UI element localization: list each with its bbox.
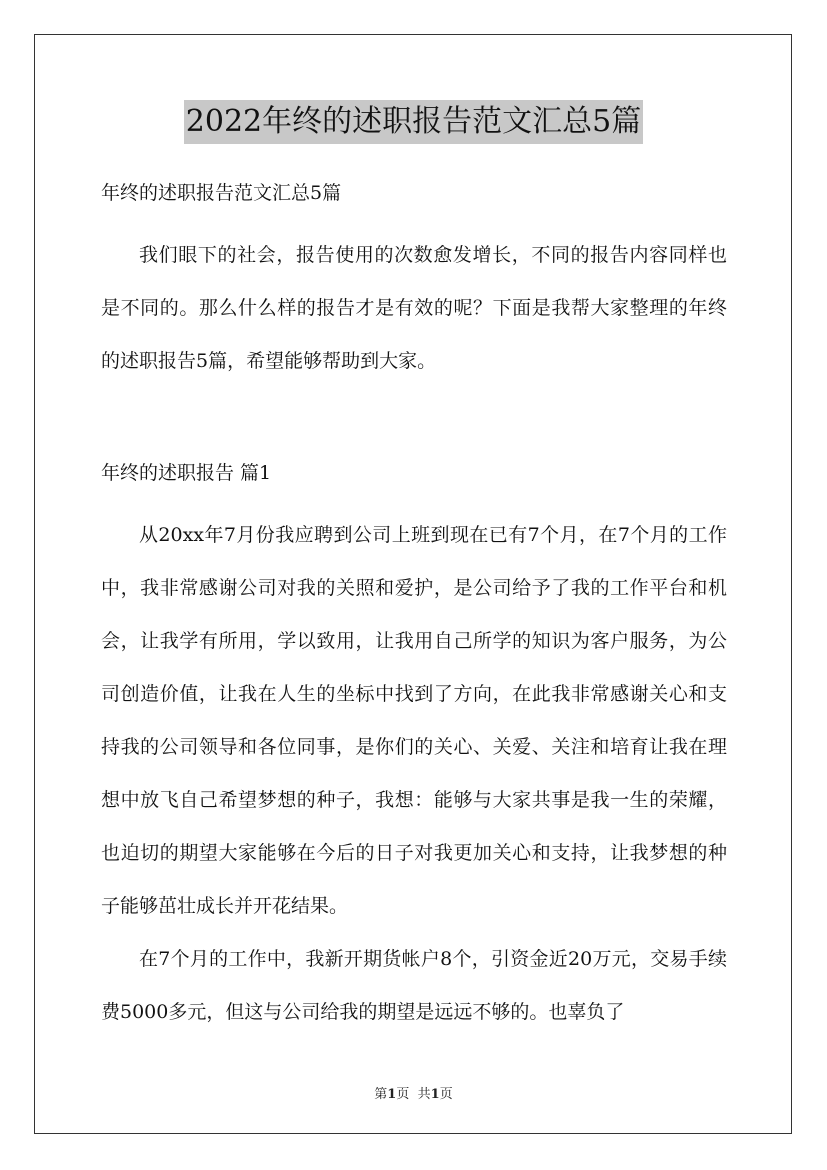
page-label-suffix: 页 xyxy=(396,1087,410,1102)
page-number: 1 xyxy=(387,1087,397,1102)
section-heading: 年终的述职报告 篇1 xyxy=(101,462,272,484)
section-paragraph-2: 在7个月的工作中，我新开期货帐户8个，引资金近20万元，交易手续费5000多元，但这与公司给我的期望是远远不够的。也辜负了 xyxy=(101,948,727,1023)
page-label-prefix: 第 xyxy=(374,1087,388,1102)
title-container xyxy=(0,100,827,144)
total-label-prefix: 共 xyxy=(417,1087,431,1102)
document-subtitle: 年终的述职报告范文汇总5篇 xyxy=(101,182,342,204)
intro-paragraph: 我们眼下的社会，报告使用的次数愈发增长，不同的报告内容同样也是不同的。那么什么样的报告才是有效的呢？下面是我帮大家整理的年终的述职报告5篇，希望能够帮助到大家。 xyxy=(101,244,727,372)
page-footer xyxy=(0,1083,827,1102)
total-pages: 1 xyxy=(430,1087,440,1102)
section-paragraph-1: 从20xx年7月份我应聘到公司上班到现在已有7个月，在7个月的工作中，我非常感谢公司对我的关照和爱护，是公司给予了我的工作平台和机会，让我学有所用，学以致用，让我用自己所学的知识为客户服务，为公司创造价值，让我在人生的坐标中找到了方向，在此我非常感谢关心和支持我的公司领导和各位同事，是你们的关心、关爱、关注和培育让我在理想中放飞自己希望梦想的种子，我想：能够与大家共事是我一生的荣耀，也迫切的期望大家能够在今后的日子对我更加关心和支持，让我梦想的种子能够茁壮成长并开花结果。 xyxy=(101,524,727,917)
total-label-suffix: 页 xyxy=(439,1087,453,1102)
document-title: 2022年终的述职报告范文汇总5篇 xyxy=(184,100,643,144)
document-body xyxy=(101,176,727,1039)
